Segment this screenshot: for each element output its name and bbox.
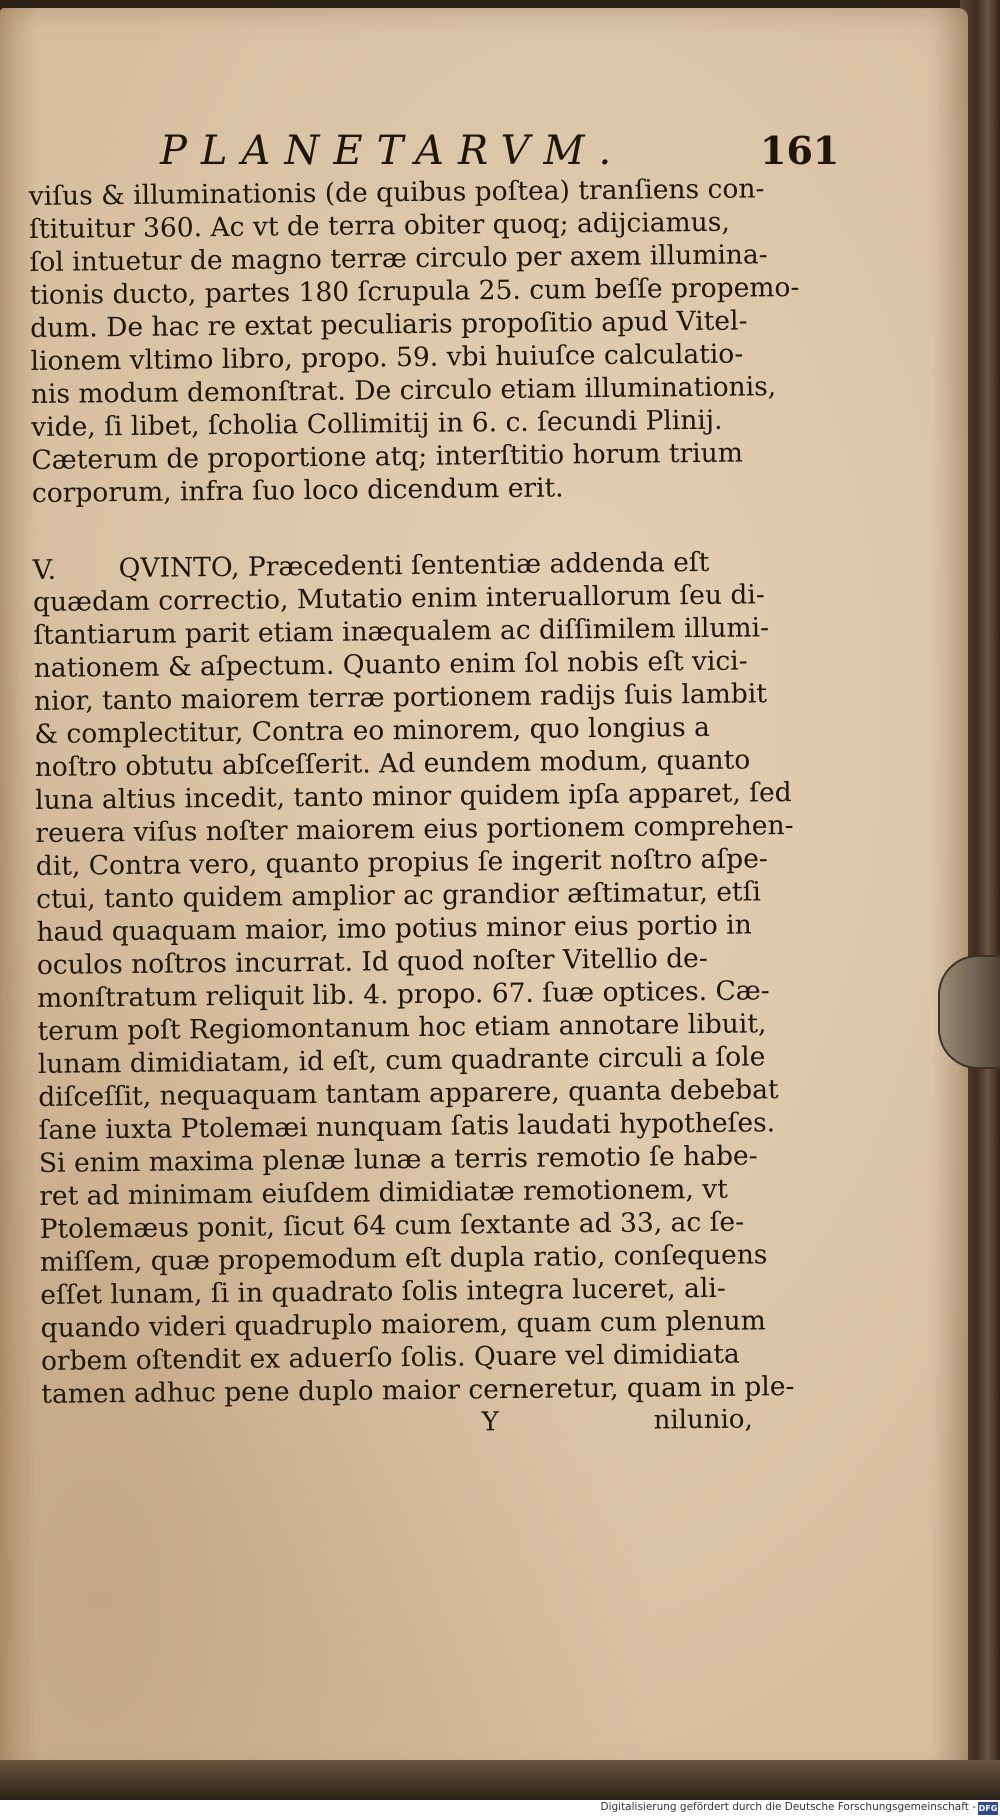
- text-line: QVINTO, Præcedenti ſententiæ addenda eſt: [118, 546, 710, 585]
- signature-mark: Y: [481, 1407, 499, 1438]
- text-line: orbem oſtendit ex aduerſo ſolis. Quare vel dimidiata: [40, 1338, 740, 1377]
- text-line: diſceſſit, nequaquam tantam apparere, quanta debebat: [38, 1074, 779, 1113]
- text-line: dum. De hac re extat peculiaris propoſitio apud Vitel-: [30, 305, 748, 344]
- text-line: Cæterum de proportione atq; interſtitio horum trium: [31, 437, 744, 476]
- text-line: oculos noſtros incurrat. Id quod noſter Vitellio de-: [36, 942, 708, 981]
- text-line: ctui, tanto quidem amplior ac grandior æſtimatur, etſi: [36, 876, 762, 915]
- text-line: ſtantiarum parit etiam inæqualem ac diſſimilem illumi-: [33, 612, 770, 651]
- text-line: & complectitur, Contra eo minorem, quo longius a: [34, 711, 710, 750]
- text-line: lunam dimidiatam, id eſt, cum quadrante circuli a ſole: [37, 1041, 766, 1080]
- section-mark: V.: [32, 554, 57, 586]
- dfg-logo: DFG: [978, 1804, 998, 1813]
- text-line: nationem & aſpectum. Quanto enim ſol nobis eſt vici-: [33, 645, 748, 684]
- text-line: viſus & illuminationis (de quibus poſtea) tranſiens con-: [28, 173, 765, 212]
- text-line: quædam correctio, Mutatio enim interuallorum ſeu di-: [32, 579, 765, 618]
- text-line: ret ad minimam eiuſdem dimidiatæ remotionem, vt: [39, 1173, 728, 1212]
- text-line: tamen adhuc pene duplo maior cerneretur, quam in ple-: [41, 1371, 795, 1410]
- text-line: nis modum demonſtrat. De circulo etiam illuminationis,: [30, 371, 777, 410]
- text-line: reuera viſus noſter maiorem eius portionem comprehen-: [35, 810, 794, 849]
- text-line: ſol intuetur de magno terræ circulo per axem illumina-: [29, 239, 768, 278]
- catchword: nilunio,: [653, 1404, 753, 1436]
- text-line: nior, tanto maiorem terræ portionem radijs ſuis lambit: [33, 678, 768, 717]
- running-head: PLANETARVM.: [160, 128, 626, 174]
- text-line: ſtituitur 360. Ac vt de terra obiter quoq; adijciamus,: [28, 206, 730, 245]
- text-line: haud quaquam maior, imo potius minor eius portio in: [36, 909, 752, 948]
- text-line: monſtratum reliquit lib. 4. propo. 67. ſuæ optices. Cæ-: [37, 975, 770, 1014]
- text-line: Ptolemæus ponit, ſicut 64 cum ſextante ad 33, ac ſe-: [39, 1206, 745, 1245]
- text-line: corporum, infra ſuo loco dicendum erit.: [31, 472, 564, 509]
- text-line: eſſet lunam, ſi in quadrato ſolis integra luceret, ali-: [40, 1272, 726, 1311]
- page-bottom-shadow: [0, 1760, 1000, 1800]
- text-line: terum poſt Regiomontanum hoc etiam annotare libuit,: [37, 1008, 767, 1047]
- text-line: luna altius incedit, tanto minor quidem ipſa apparet, ſed: [34, 777, 792, 816]
- text-line: ſane iuxta Ptolemæi nunquam ſatis laudati hypotheſes.: [38, 1107, 776, 1146]
- text-line: dit, Contra vero, quanto propius ſe ingerit noſtro aſpe-: [35, 843, 768, 882]
- text-line: miſſem, quæ propemodum eſt dupla ratio, conſequens: [39, 1239, 768, 1278]
- text-line: noſtro obtutu abſceſſerit. Ad eundem modum, quanto: [34, 744, 751, 783]
- text-line: quando videri quadruplo maiorem, quam cum plenum: [40, 1305, 766, 1344]
- text-line: Si enim maxima plenæ lunæ a terris remotio ſe habe-: [38, 1140, 758, 1179]
- text-line: lionem vltimo libro, propo. 59. vbi huiuſce calculatio-: [30, 338, 744, 377]
- book-clasp: [938, 955, 1000, 1069]
- page-number: 161: [760, 128, 840, 173]
- text-line: tionis ducto, partes 180 ſcrupula 25. cum beſſe propemo-: [29, 271, 800, 311]
- text-line: vide, ſi libet, ſcholia Collimitij in 6. c. ſecundi Plinij.: [31, 404, 723, 443]
- footer-credit: Digitalisierung gefördert durch die Deutsche Forschungsgemeinschaft -: [600, 1801, 976, 1813]
